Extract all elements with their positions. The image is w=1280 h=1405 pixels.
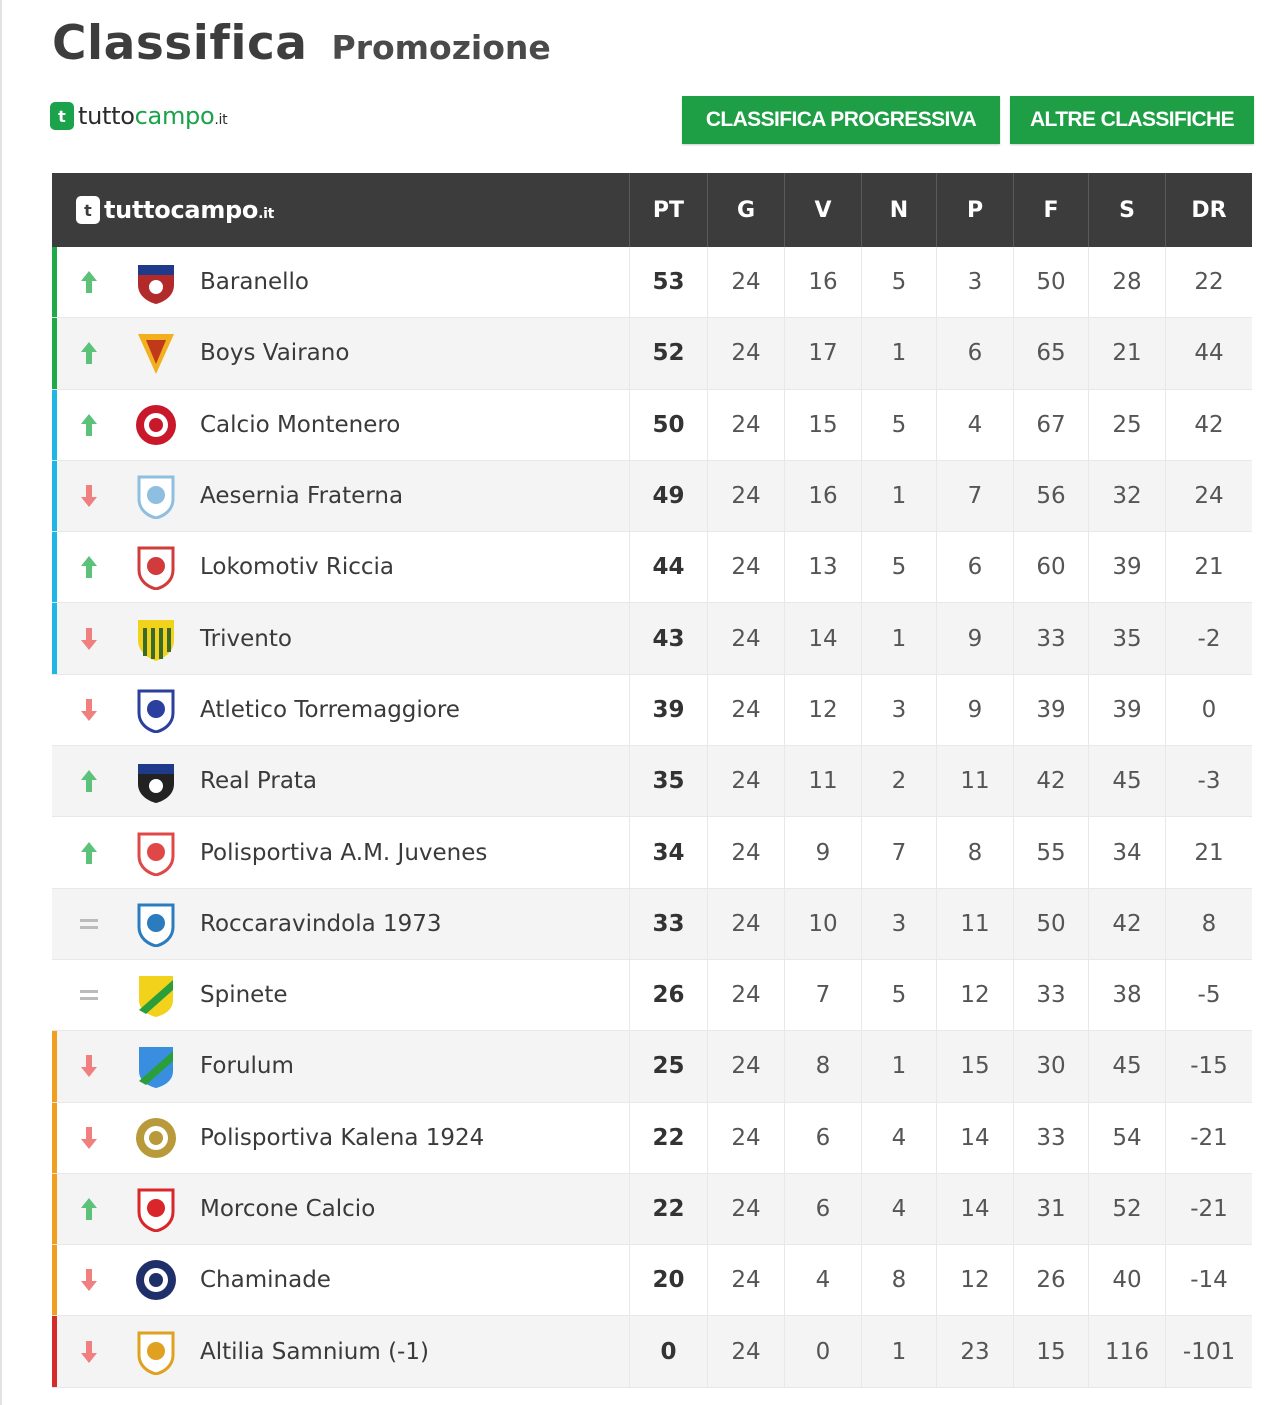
cell-p: 11 [936, 889, 1013, 959]
arrow-up-icon [78, 767, 100, 795]
cell-f: 31 [1013, 1174, 1088, 1244]
arrow-up-icon [78, 1195, 100, 1223]
classifica-progressiva-button[interactable]: CLASSIFICA PROGRESSIVA [682, 96, 1000, 144]
shield-crest-icon [134, 901, 178, 947]
cell-dr: 24 [1165, 461, 1252, 531]
cell-n: 5 [861, 247, 936, 317]
table-row[interactable] [52, 889, 1252, 960]
brand-tld: .it [214, 112, 228, 128]
cell-pt: 22 [629, 1103, 707, 1173]
cell-p: 23 [936, 1316, 1013, 1386]
team-name[interactable]: Boys Vairano [200, 340, 350, 367]
cell-n: 8 [861, 1245, 936, 1315]
page-title: Classifica [52, 16, 308, 71]
cell-dr: 21 [1165, 817, 1252, 887]
cell-v: 16 [784, 461, 861, 531]
cell-v: 10 [784, 889, 861, 959]
table-row[interactable] [52, 1316, 1252, 1387]
cell-v: 6 [784, 1174, 861, 1244]
cell-p: 6 [936, 318, 1013, 388]
brand-part1: tutto [78, 102, 135, 130]
table-row[interactable] [52, 461, 1252, 532]
cell-f: 33 [1013, 960, 1088, 1030]
table-row[interactable] [52, 390, 1252, 461]
cell-s: 39 [1088, 675, 1165, 745]
cell-g: 24 [707, 1174, 784, 1244]
cell-v: 15 [784, 390, 861, 460]
table-row[interactable] [52, 1174, 1252, 1245]
cell-n: 5 [861, 532, 936, 602]
cell-s: 45 [1088, 746, 1165, 816]
equal-icon [78, 981, 100, 1009]
cell-g: 24 [707, 532, 784, 602]
arrow-up-icon [78, 411, 100, 439]
striped-shield-icon [134, 616, 178, 662]
cell-s: 42 [1088, 889, 1165, 959]
round-crest-icon [134, 402, 178, 448]
team-name[interactable]: Atletico Torremaggiore [200, 696, 460, 723]
cell-v: 7 [784, 960, 861, 1030]
cell-g: 24 [707, 817, 784, 887]
cell-g: 24 [707, 603, 784, 673]
cell-f: 60 [1013, 532, 1088, 602]
team-cell [52, 960, 629, 1030]
team-cell [52, 1031, 629, 1101]
cell-n: 1 [861, 461, 936, 531]
cell-g: 24 [707, 1316, 784, 1386]
cell-s: 45 [1088, 1031, 1165, 1101]
cell-n: 3 [861, 675, 936, 745]
team-cell [52, 889, 629, 959]
table-row[interactable] [52, 1103, 1252, 1174]
cell-f: 39 [1013, 675, 1088, 745]
cell-dr: 22 [1165, 247, 1252, 317]
team-cell [52, 675, 629, 745]
cell-g: 24 [707, 247, 784, 317]
table-row[interactable] [52, 318, 1252, 389]
cell-s: 25 [1088, 390, 1165, 460]
cell-n: 5 [861, 390, 936, 460]
cell-g: 24 [707, 390, 784, 460]
cell-f: 15 [1013, 1316, 1088, 1386]
cell-pt: 50 [629, 390, 707, 460]
cell-s: 35 [1088, 603, 1165, 673]
team-name[interactable]: Morcone Calcio [200, 1196, 376, 1222]
team-cell [52, 603, 629, 673]
crest-icon [134, 259, 178, 305]
cell-f: 30 [1013, 1031, 1088, 1101]
table-row[interactable] [52, 817, 1252, 888]
cell-p: 12 [936, 960, 1013, 1030]
cell-f: 67 [1013, 390, 1088, 460]
altre-classifiche-button[interactable]: ALTRE CLASSIFICHE [1010, 96, 1254, 144]
cell-v: 17 [784, 318, 861, 388]
cell-pt: 35 [629, 746, 707, 816]
cell-pt: 22 [629, 1174, 707, 1244]
crest-icon [134, 758, 178, 804]
cell-n: 1 [861, 1316, 936, 1386]
cell-pt: 26 [629, 960, 707, 1030]
column-header-g[interactable]: G [707, 173, 784, 247]
team-name[interactable]: Lokomotiv Riccia [200, 554, 395, 581]
cell-dr: -21 [1165, 1103, 1252, 1173]
team-name[interactable]: Polisportiva Kalena 1924 [200, 1124, 485, 1151]
cell-s: 52 [1088, 1174, 1165, 1244]
cell-v: 12 [784, 675, 861, 745]
cell-s: 21 [1088, 318, 1165, 388]
cell-g: 24 [707, 318, 784, 388]
team-cell [52, 1103, 629, 1173]
diagonal-shield-icon [134, 1043, 178, 1089]
cell-v: 9 [784, 817, 861, 887]
cell-dr: -101 [1165, 1316, 1252, 1386]
page-left-border [0, 0, 2, 1405]
cell-f: 42 [1013, 746, 1088, 816]
cell-s: 34 [1088, 817, 1165, 887]
cell-s: 28 [1088, 247, 1165, 317]
cell-n: 4 [861, 1174, 936, 1244]
cell-dr: 42 [1165, 390, 1252, 460]
header-brand-tld: .it [258, 206, 275, 222]
shield-crest-icon [134, 1186, 178, 1232]
team-cell [52, 1245, 629, 1315]
team-name[interactable]: Roccaravindola 1973 [200, 910, 442, 937]
cell-pt: 34 [629, 817, 707, 887]
cell-dr: 44 [1165, 318, 1252, 388]
column-header-p[interactable]: P [936, 173, 1013, 247]
cell-n: 4 [861, 1103, 936, 1173]
team-name[interactable]: Trivento [200, 625, 292, 652]
column-header-s[interactable]: S [1088, 173, 1165, 247]
cell-s: 116 [1088, 1316, 1165, 1386]
cell-v: 8 [784, 1031, 861, 1101]
arrow-up-icon [78, 553, 100, 581]
arrow-down-icon [78, 1266, 100, 1294]
team-cell [52, 461, 629, 531]
arrow-up-icon [78, 339, 100, 367]
round-crest-icon [134, 1257, 178, 1303]
tuttocampo-logo-icon: t [50, 102, 74, 130]
table-body [52, 247, 1252, 1388]
cell-f: 55 [1013, 817, 1088, 887]
cell-n: 7 [861, 817, 936, 887]
table-row[interactable] [52, 532, 1252, 603]
header-brand-part1: tutto [104, 196, 171, 224]
cell-n: 3 [861, 889, 936, 959]
cell-pt: 44 [629, 532, 707, 602]
cell-f: 50 [1013, 889, 1088, 959]
cell-pt: 39 [629, 675, 707, 745]
table-row[interactable] [52, 960, 1252, 1031]
header-brand [52, 173, 629, 247]
header-brand-wordmark [104, 196, 274, 224]
team-name[interactable]: Altilia Samnium (-1) [200, 1338, 429, 1365]
team-name[interactable]: Baranello [200, 269, 310, 296]
cell-n: 2 [861, 746, 936, 816]
cell-g: 24 [707, 1245, 784, 1315]
cell-f: 33 [1013, 1103, 1088, 1173]
cell-f: 26 [1013, 1245, 1088, 1315]
cell-pt: 0 [629, 1316, 707, 1386]
cell-g: 24 [707, 675, 784, 745]
equal-icon [78, 910, 100, 938]
cell-p: 9 [936, 603, 1013, 673]
cell-g: 24 [707, 1103, 784, 1173]
team-cell [52, 247, 629, 317]
shield-crest-icon [134, 544, 178, 590]
cell-v: 14 [784, 603, 861, 673]
cell-s: 40 [1088, 1245, 1165, 1315]
team-cell [52, 817, 629, 887]
team-name[interactable]: Aesernia Fraterna [200, 483, 404, 510]
cell-p: 6 [936, 532, 1013, 602]
table-row[interactable] [52, 603, 1252, 674]
cell-p: 15 [936, 1031, 1013, 1101]
cell-n: 1 [861, 318, 936, 388]
column-header-n[interactable]: N [861, 173, 936, 247]
team-name[interactable]: Real Prata [200, 768, 318, 795]
cell-pt: 52 [629, 318, 707, 388]
cell-p: 12 [936, 1245, 1013, 1315]
table-header [52, 173, 1252, 247]
cell-n: 1 [861, 603, 936, 673]
cell-s: 54 [1088, 1103, 1165, 1173]
cell-dr: -5 [1165, 960, 1252, 1030]
team-cell [52, 1316, 629, 1386]
cell-pt: 20 [629, 1245, 707, 1315]
brand-logo[interactable] [50, 102, 227, 130]
cell-f: 33 [1013, 603, 1088, 673]
cell-v: 6 [784, 1103, 861, 1173]
team-name[interactable]: Chaminade [200, 1267, 331, 1294]
arrow-down-icon [78, 625, 100, 653]
cell-dr: -2 [1165, 603, 1252, 673]
tuttocampo-logo-icon: t [76, 196, 100, 224]
cell-pt: 33 [629, 889, 707, 959]
cell-v: 4 [784, 1245, 861, 1315]
team-name[interactable]: Calcio Montenero [200, 411, 401, 438]
cell-g: 24 [707, 746, 784, 816]
cell-s: 38 [1088, 960, 1165, 1030]
cell-dr: -15 [1165, 1031, 1252, 1101]
chevron-crest-icon [134, 330, 178, 376]
cell-v: 11 [784, 746, 861, 816]
cell-dr: -21 [1165, 1174, 1252, 1244]
column-header-f[interactable]: F [1013, 173, 1088, 247]
column-header-pt[interactable]: PT [629, 173, 707, 247]
arrow-down-icon [78, 1052, 100, 1080]
cell-p: 4 [936, 390, 1013, 460]
cell-p: 8 [936, 817, 1013, 887]
cell-s: 39 [1088, 532, 1165, 602]
team-cell [52, 746, 629, 816]
cell-pt: 49 [629, 461, 707, 531]
cell-n: 5 [861, 960, 936, 1030]
cell-g: 24 [707, 461, 784, 531]
header-brand-part2: campo [170, 196, 259, 224]
cell-pt: 53 [629, 247, 707, 317]
cell-dr: 21 [1165, 532, 1252, 602]
cell-p: 11 [936, 746, 1013, 816]
arrow-down-icon [78, 482, 100, 510]
cell-f: 56 [1013, 461, 1088, 531]
brand-wordmark [78, 102, 227, 130]
cell-p: 14 [936, 1103, 1013, 1173]
arrow-down-icon [78, 696, 100, 724]
cell-v: 13 [784, 532, 861, 602]
standings-table [52, 173, 1252, 1388]
arrow-up-icon [78, 839, 100, 867]
arrow-down-icon [78, 1124, 100, 1152]
shield-crest-icon [134, 830, 178, 876]
cell-n: 1 [861, 1031, 936, 1101]
brand-part2: campo [134, 102, 215, 130]
cell-dr: -3 [1165, 746, 1252, 816]
shield-crest-icon [134, 687, 178, 733]
cell-pt: 43 [629, 603, 707, 673]
team-cell [52, 318, 629, 388]
cell-v: 16 [784, 247, 861, 317]
table-row[interactable] [52, 247, 1252, 318]
team-cell [52, 1174, 629, 1244]
page-subtitle: Promozione [331, 28, 551, 67]
cell-g: 24 [707, 889, 784, 959]
diagonal-shield-icon [134, 972, 178, 1018]
team-name[interactable]: Polisportiva A.M. Juvenes [200, 839, 488, 866]
team-name[interactable]: Forulum [200, 1053, 294, 1080]
cell-s: 32 [1088, 461, 1165, 531]
team-cell [52, 390, 629, 460]
cell-p: 14 [936, 1174, 1013, 1244]
arrow-down-icon [78, 1338, 100, 1366]
column-header-dr[interactable]: DR [1165, 173, 1252, 247]
cell-p: 7 [936, 461, 1013, 531]
cell-dr: -14 [1165, 1245, 1252, 1315]
page-header [52, 16, 551, 76]
table-row[interactable] [52, 1245, 1252, 1316]
cell-dr: 0 [1165, 675, 1252, 745]
table-row[interactable] [52, 746, 1252, 817]
shield-crest-icon [134, 473, 178, 519]
cell-p: 3 [936, 247, 1013, 317]
shield-crest-icon [134, 1329, 178, 1375]
team-name[interactable]: Spinete [200, 982, 288, 1009]
cell-dr: 8 [1165, 889, 1252, 959]
cell-f: 65 [1013, 318, 1088, 388]
cell-pt: 25 [629, 1031, 707, 1101]
cell-g: 24 [707, 1031, 784, 1101]
column-header-v[interactable]: V [784, 173, 861, 247]
round-crest-icon [134, 1115, 178, 1161]
cell-p: 9 [936, 675, 1013, 745]
table-row[interactable] [52, 1031, 1252, 1102]
table-row[interactable] [52, 675, 1252, 746]
team-cell [52, 532, 629, 602]
cell-g: 24 [707, 960, 784, 1030]
cell-f: 50 [1013, 247, 1088, 317]
arrow-up-icon [78, 268, 100, 296]
cell-v: 0 [784, 1316, 861, 1386]
